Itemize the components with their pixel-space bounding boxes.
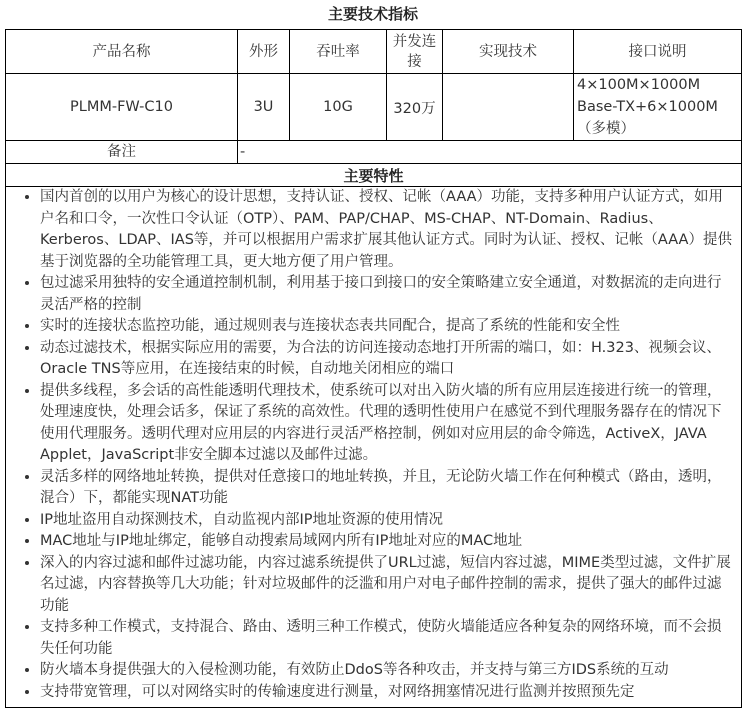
note-label: 备注 [6,141,238,164]
feature-item: • MAC地址与IP地址绑定，能够自动搜索局域网内所有IP地址对应的MAC地址 [40,531,735,553]
header-row [6,30,742,74]
table-row [6,74,742,141]
product-technology [443,74,574,141]
column-header: 吞吐率 [290,30,387,74]
product-name: PLMM-FW-C10 [6,74,238,141]
features-row [6,187,742,708]
note-value: - [238,141,742,164]
product-connections: 320万 [387,74,443,141]
feature-item: • 国内首创的以用户为核心的设计思想，支持认证、授权、记帐（AAA）功能，支持多种用户认证方式，如用户名和口令，一次性口令认证（OTP）、PAM、PAP/CHAP、MS-CHAP、NT-Domain、Radius、Kerberos、LDAP、IAS等，并可以根据用户需求扩展其他认证方式。同时为认证、授权、记帐（AAA）提供基于浏览器的全功能管理工具，更大地方便了用户管理。 [40,187,735,273]
feature-item: • 支持带宽管理，可以对网络实时的传输速度进行测量，对网络拥塞情况进行监测并按照预先定 [40,682,735,704]
column-header: 实现技术 [443,30,574,74]
column-header: 产品名称 [6,30,238,74]
spec-table [5,29,742,708]
product-form: 3U [238,74,290,141]
feature-item: • 深入的内容过滤和邮件过滤功能，内容过滤系统提供了URL过滤，短信内容过滤，MIME类型过滤，文件扩展名过滤，内容替换等几大功能；针对垃圾邮件的泛滥和用户对电子邮件控制的需求，提供了强大的邮件过滤功能 [40,553,735,618]
column-header: 并发连接 [387,30,443,74]
product-interface: 4×100M×1000M Base-TX+6×1000M（多模） [574,74,742,141]
table-caption: 主要技术指标 [327,5,418,23]
features-title: 主要特性 [6,164,742,187]
feature-item: • 包过滤采用独特的安全通道控制机制，利用基于接口到接口的安全策略建立安全通道，对数据流的走向进行灵活严格的控制 [40,273,735,316]
note-row [6,141,742,164]
feature-list [6,187,741,703]
feature-item: • IP地址盗用自动探测技术，自动监视内部IP地址资源的使用情况 [40,510,735,532]
features-cell [6,187,742,708]
column-header: 外形 [238,30,290,74]
feature-item: • 防火墙本身提供强大的入侵检测功能，有效防止DdoS等各种攻击，并支持与第三方IDS系统的互动 [40,660,735,682]
feature-item: • 支持多种工作模式，支持混合、路由、透明三种工作模式，使防火墙能适应各种复杂的网络环境，而不会损失任何功能 [40,617,735,660]
feature-item: • 提供多线程，多会话的高性能透明代理技术，使系统可以对出入防火墙的所有应用层连接进行统一的管理，处理速度快，处理会话多，保证了系统的高效性。代理的透明性使用户在感觉不到代理服务器存在的情况下使用代理服务。透明代理对应用层的内容进行灵活严格控制，例如对应用层的命令筛选，ActiveX，JAVA Applet，JavaScript非安全脚本过滤以及邮件过滤。 [40,381,735,467]
feature-item: • 动态过滤技术，根据实际应用的需要，为合法的访问连接动态地打开所需的端口，如：H.323、视频会议、Oracle TNS等应用，在连接结束的时候，自动地关闭相应的端口 [40,338,735,381]
features-header-row [6,164,742,187]
feature-item: • 灵活多样的网络地址转换，提供对任意接口的地址转换，并且，无论防火墙工作在何种模式（路由，透明，混合）下，都能实现NAT功能 [40,467,735,510]
product-throughput: 10G [290,74,387,141]
feature-item: • 实时的连接状态监控功能，通过规则表与连接状态表共同配合，提高了系统的性能和安全性 [40,316,735,338]
column-header: 接口说明 [574,30,742,74]
